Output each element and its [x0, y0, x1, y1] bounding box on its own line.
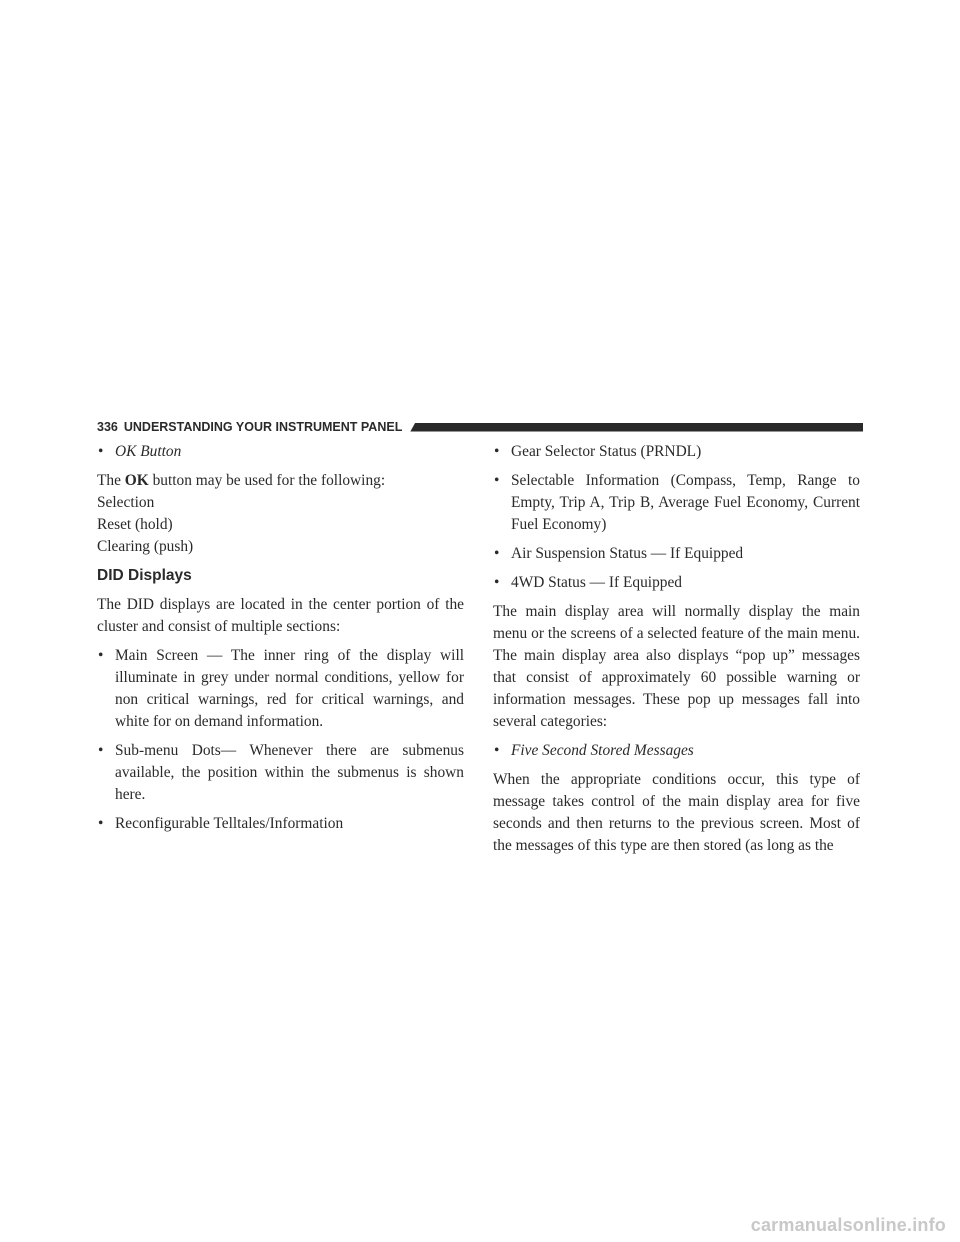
list-item — [97, 740, 464, 806]
header-rule — [410, 423, 863, 432]
ok-label: OK — [124, 472, 149, 489]
main-display-paragraph: The main display area will normally display the main menu or the screens of a selected feature of the main menu. The main display area also displays “pop up” messages that consist of approximately 60 possible warning or information messages. These pop up messages fall into several categories: — [493, 603, 860, 730]
list-item — [97, 441, 464, 463]
list-item — [493, 470, 860, 536]
list-item — [493, 740, 860, 762]
bullet-icon: • — [494, 443, 500, 460]
ok-item-reset: Reset (hold) — [97, 516, 173, 533]
bullet-text: Sub-menu Dots— Whenever there are submenus available, the position within the submenus is shown here. — [115, 742, 464, 803]
bullet-text: Air Suspension Status — If Equipped — [511, 545, 744, 562]
page-number: 336 — [97, 420, 118, 434]
bullet-text: Reconfigurable Telltales/Information — [115, 815, 344, 832]
right-column — [493, 441, 860, 864]
bullet-text: Gear Selector Status (PRNDL) — [511, 443, 702, 460]
bullet-icon: • — [494, 574, 500, 591]
bullet-icon: • — [98, 443, 104, 460]
bullet-icon: • — [494, 742, 500, 759]
bullet-text: Selectable Information (Compass, Temp, Range to Empty, Trip A, Trip B, Average Fuel Economy, Current Fuel Economy) — [511, 472, 860, 533]
list-item — [493, 441, 860, 463]
bullet-text: 4WD Status — If Equipped — [511, 574, 682, 591]
bullet-icon: • — [98, 742, 104, 759]
ok-button-heading: OK Button — [115, 443, 182, 460]
page-header — [97, 420, 863, 434]
bullet-icon: • — [98, 815, 104, 832]
list-item — [493, 572, 860, 594]
list-item — [97, 645, 464, 733]
section-title: UNDERSTANDING YOUR INSTRUMENT PANEL — [123, 420, 403, 434]
ok-intro: The OK button may be used for the following: — [97, 472, 386, 489]
five-second-paragraph: When the appropriate conditions occur, this type of message takes control of the main display area for five seconds and then returns to the previous screen. Most of the messages of this type are then stored (as long as the — [493, 771, 860, 854]
five-second-heading: Five Second Stored Messages — [511, 742, 694, 759]
list-item — [97, 813, 464, 835]
left-column — [97, 441, 464, 842]
did-heading: DID Displays — [97, 567, 192, 584]
did-intro: The DID displays are located in the center portion of the cluster and consist of multiple sections: — [97, 596, 464, 635]
ok-item-selection: Selection — [97, 494, 155, 511]
bullet-icon: • — [98, 647, 104, 664]
ok-item-clearing: Clearing (push) — [97, 538, 194, 555]
watermark: carmanualsonline.info — [750, 1215, 946, 1235]
list-item — [493, 543, 860, 565]
bullet-icon: • — [494, 472, 500, 489]
bullet-icon: • — [494, 545, 500, 562]
bullet-text: Main Screen — The inner ring of the display will illuminate in grey under normal conditions, yellow for non critical warnings, red for critical warnings, and white for on demand information. — [115, 647, 464, 730]
